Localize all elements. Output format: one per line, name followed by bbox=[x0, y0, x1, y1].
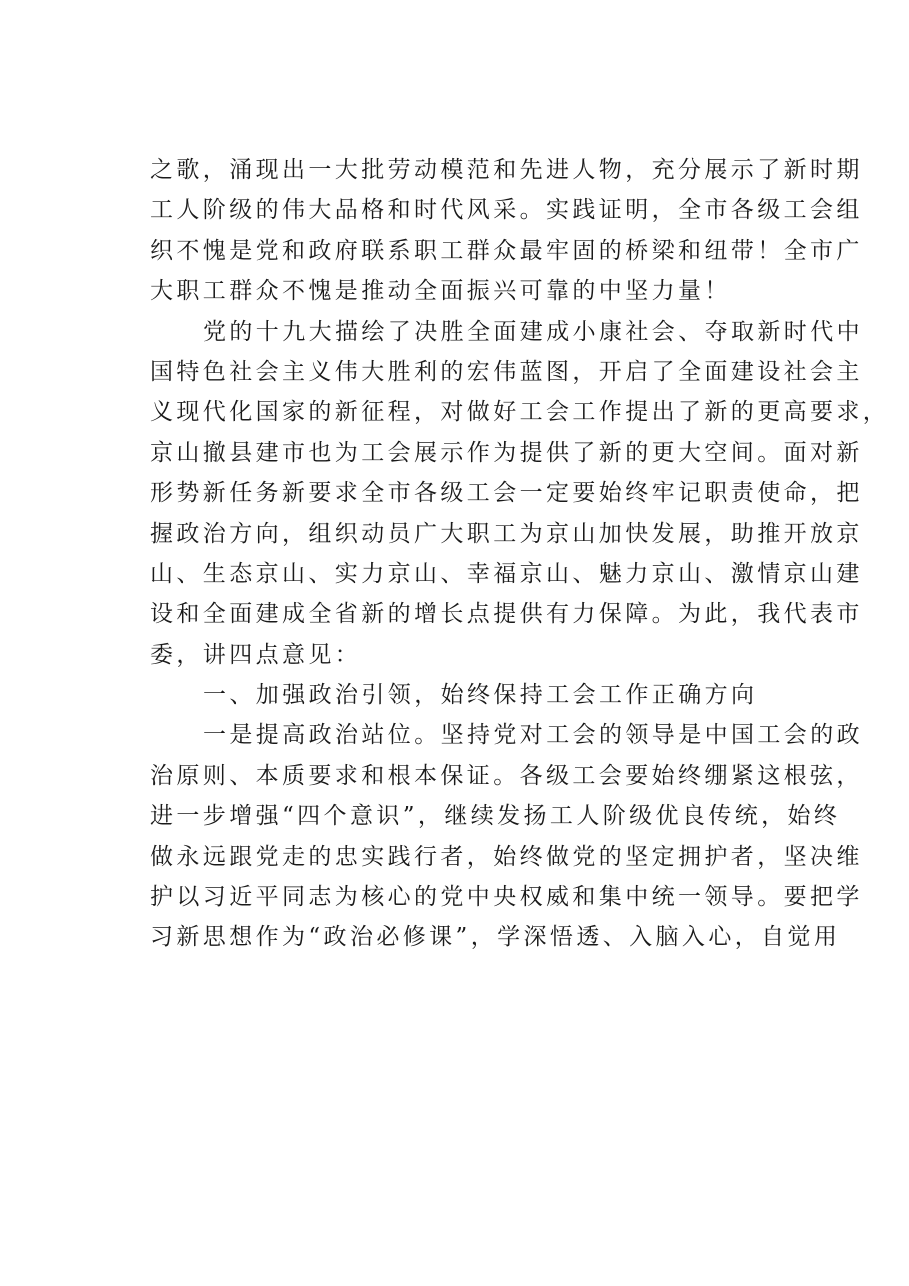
text-line: 国特色社会主义伟大胜利的宏伟蓝图，开启了全面建设社会主 bbox=[150, 358, 863, 385]
text-line: 护以习近平同志为核心的党中央权威和集中统一领导。要把学 bbox=[150, 884, 863, 911]
text-line: 形势新任务新要求全市各级工会一定要始终牢记职责使命，把 bbox=[150, 480, 863, 507]
section-heading bbox=[150, 675, 760, 715]
paragraph-3 bbox=[150, 715, 863, 957]
document-body bbox=[150, 150, 890, 958]
text-line: 委，讲四点意见： bbox=[150, 641, 362, 668]
text-line: 义现代化国家的新征程，对做好工会工作提出了新的更高要求， bbox=[150, 399, 890, 426]
text-line: 设和全面建成全省新的增长点提供有力保障。为此，我代表市 bbox=[150, 601, 863, 628]
text-line: 治原则、本质要求和根本保证。各级工会要始终绷紧这根弦， bbox=[150, 762, 863, 789]
text-line: 做永远跟党走的忠实践行者，始终做党的坚定拥护者，坚决维 bbox=[150, 843, 863, 870]
text-line: 大职工群众不愧是推动全面振兴可靠的中坚力量！ bbox=[150, 278, 731, 305]
text-line: 织不愧是党和政府联系职工群众最牢固的桥梁和纽带！全市广 bbox=[150, 237, 863, 264]
paragraph-2 bbox=[150, 312, 890, 676]
text-line: 进一步增强“四个意识”，继续发扬工人阶级优良传统，始终 bbox=[150, 803, 841, 830]
text-line: 习新思想作为“政治必修课”，学深悟透、入脑入心，自觉用 bbox=[150, 924, 841, 951]
text-line: 党的十九大描绘了决胜全面建成小康社会、夺取新时代中 bbox=[203, 318, 863, 345]
text-line: 之歌，涌现出一大批劳动模范和先进人物，充分展示了新时期 bbox=[150, 157, 863, 183]
text-line: 山、生态京山、实力京山、幸福京山、魅力京山、激情京山建 bbox=[150, 560, 863, 587]
text-line: 工人阶级的伟大品格和时代风采。实践证明，全市各级工会组 bbox=[150, 197, 863, 224]
text-line: 一是提高政治站位。坚持党对工会的领导是中国工会的政 bbox=[203, 722, 863, 749]
text-line: 京山撤县建市也为工会展示作为提供了新的更大空间。面对新 bbox=[150, 439, 863, 466]
text-line: 握政治方向，组织动员广大职工为京山加快发展，助推开放京 bbox=[150, 520, 863, 547]
heading-line: 一、加强政治引领，始终保持工会工作正确方向 bbox=[203, 682, 758, 709]
paragraph-1 bbox=[150, 150, 863, 312]
